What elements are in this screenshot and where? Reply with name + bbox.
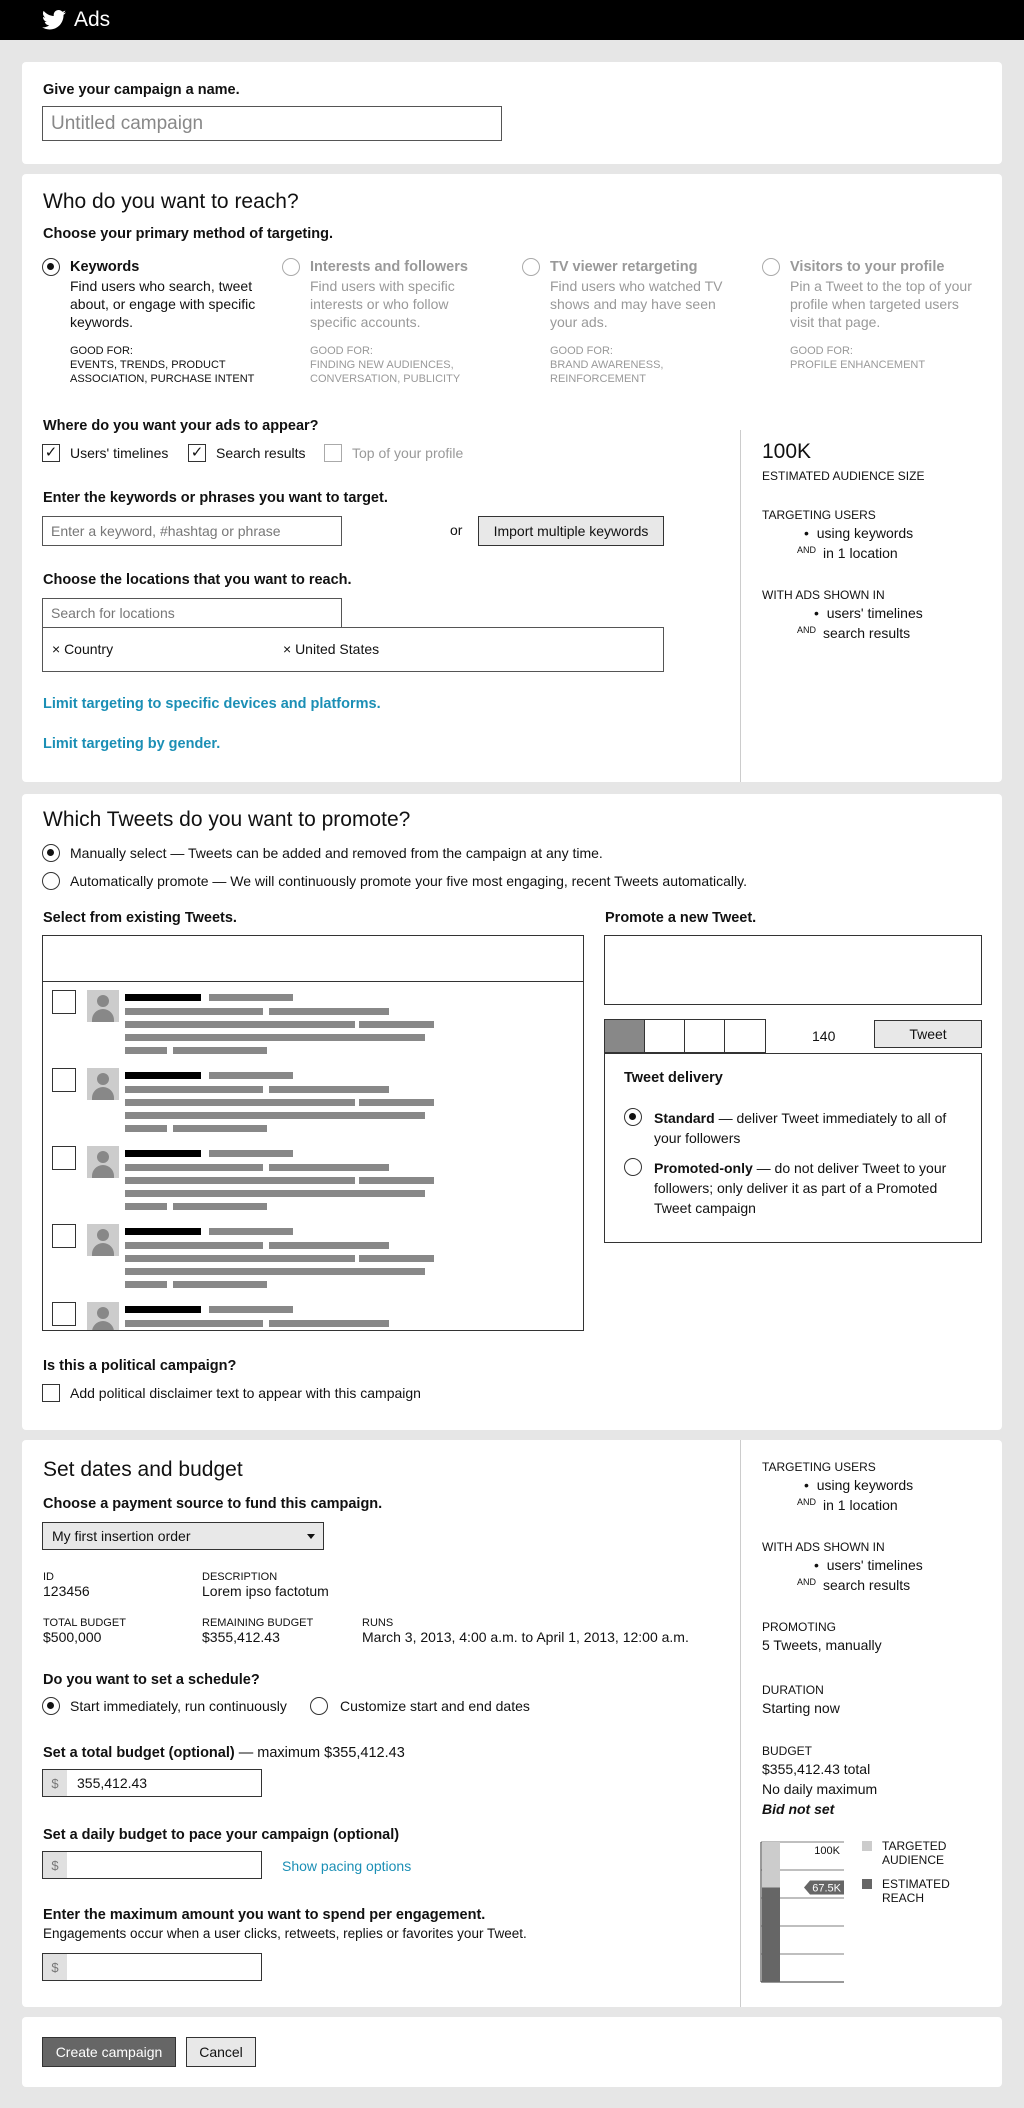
method-interests-goodfor: FINDING NEW AUDIENCES, CONVERSATION, PUBLICITY (310, 359, 461, 385)
keywords-label: Enter the keywords or phrases you want to target. (43, 490, 388, 506)
tweet-text-placeholder (125, 1086, 263, 1093)
tweet-text-placeholder (209, 1150, 293, 1157)
tweet-text-placeholder (125, 1177, 355, 1184)
location-tag-united-states[interactable]: × United States (283, 641, 380, 657)
create-campaign-button[interactable]: Create campaign (42, 2037, 176, 2067)
duration-label: DURATION (762, 1683, 824, 1697)
dropdown-caret-icon (307, 1534, 315, 1539)
reach-chart (760, 1840, 846, 1984)
tweet-button[interactable]: Tweet (874, 1020, 982, 1048)
footer-card (22, 2017, 1002, 2087)
currency-prefix: $ (43, 1770, 67, 1796)
tweet-text-placeholder (359, 1255, 434, 1262)
budget-heading: Set dates and budget (43, 1458, 243, 1481)
remaining-budget-label: REMAINING BUDGET (202, 1617, 314, 1629)
tweets-card (22, 794, 1002, 1430)
placement-profile-checkbox[interactable] (324, 444, 342, 462)
avatar (87, 990, 119, 1022)
tweet-text-placeholder (269, 1164, 389, 1171)
method-interests-radio[interactable] (282, 258, 300, 276)
tweet-text-placeholder (269, 1242, 389, 1249)
tweet-text-placeholder (125, 1008, 263, 1015)
media-slot[interactable] (685, 1020, 725, 1052)
remaining-budget-value: $355,412.43 (202, 1629, 280, 1645)
auto-promote-radio[interactable] (42, 872, 60, 890)
tweet-select-checkbox[interactable] (52, 1146, 76, 1170)
summary-divider (740, 430, 741, 782)
tweet-text-placeholder (269, 1320, 389, 1327)
political-checkbox[interactable] (42, 1384, 60, 1402)
method-profile-title: Visitors to your profile (790, 259, 945, 275)
cancel-button[interactable]: Cancel (186, 2037, 256, 2067)
total-budget-value-field: 355,412.43 (77, 1775, 148, 1791)
media-slot-active[interactable] (605, 1020, 645, 1052)
method-keywords-goodfor-label: GOOD FOR: (70, 345, 133, 357)
total-budget-input[interactable] (42, 1769, 262, 1797)
method-interests-desc: Find users with specific interests or who follow specific accounts. (310, 278, 455, 330)
daily-budget-label: Set a daily budget to pace your campaign (optional) (43, 1827, 400, 1843)
new-tweet-label: Promote a new Tweet. (605, 910, 757, 926)
tweet-text-placeholder (125, 1034, 425, 1041)
media-slot[interactable] (645, 1020, 685, 1052)
ads-shown-label: WITH ADS SHOWN IN (762, 588, 885, 602)
delivery-standard-text: Standard — deliver Tweet immediately to all of your followers (654, 1110, 947, 1146)
max-engagement-desc: Engagements occur when a user clicks, retweets, replies or favorites your Tweet. (43, 1926, 527, 1941)
location-tags-box (42, 627, 664, 672)
tweet-text-placeholder (209, 1072, 293, 1079)
delivery-label: Tweet delivery (624, 1070, 723, 1086)
legend-targeted-label: TARGETED AUDIENCE (882, 1839, 947, 1867)
tweet-text-placeholder (125, 1190, 425, 1197)
tweet-text-placeholder (173, 1125, 267, 1132)
method-profile-goodfor-label: GOOD FOR: (790, 345, 853, 357)
placement-timelines-checkbox[interactable]: ✓ (42, 444, 60, 462)
existing-tweets-label: Select from existing Tweets. (43, 910, 237, 926)
summary-divider (740, 1440, 741, 2007)
tweet-text-placeholder (173, 1047, 267, 1054)
method-tv-desc: Find users who watched TV shows and may have seen your ads. (550, 278, 723, 330)
budget-card (22, 1440, 1002, 2007)
tweet-text-placeholder (209, 1306, 293, 1313)
avatar (87, 1068, 119, 1100)
targeting-users-label: TARGETING USERS (762, 508, 876, 522)
or-text: or (450, 522, 463, 538)
schedule-immediate-radio[interactable] (42, 1697, 60, 1715)
total-budget-label: TOTAL BUDGET (43, 1617, 126, 1629)
schedule-custom-radio[interactable] (310, 1697, 328, 1715)
total-budget-set-label: Set a total budget (optional) — maximum $355,412.43 (43, 1745, 405, 1761)
delivery-promoted-text: Promoted-only — do not deliver Tweet to your followers; only deliver it as part of a Promoted Tweet campaign (654, 1160, 947, 1216)
tweet-text-placeholder (125, 1268, 425, 1275)
total-budget-value: $500,000 (43, 1629, 102, 1645)
legend-swatch-targeted (862, 1841, 872, 1851)
media-toolbar (604, 1019, 766, 1053)
targeting-method-label: Choose your primary method of targeting. (43, 226, 334, 242)
tweet-text-placeholder (359, 1099, 434, 1106)
avatar (87, 1302, 119, 1331)
top-bar (0, 0, 1024, 40)
and-label: AND (797, 1497, 817, 1507)
method-interests-title: Interests and followers (310, 259, 468, 275)
tweet-select-checkbox[interactable] (52, 1224, 76, 1248)
tweet-text-placeholder (269, 1086, 389, 1093)
targeting-item-keywords: • using keywords (804, 525, 914, 541)
audience-size-label: ESTIMATED AUDIENCE SIZE (762, 469, 925, 483)
and-label: AND (797, 1577, 817, 1587)
ads-shown-search: search results (823, 1577, 911, 1593)
placement-search-checkbox[interactable]: ✓ (188, 444, 206, 462)
tweet-text-placeholder (125, 1242, 263, 1249)
method-tv-radio[interactable] (522, 258, 540, 276)
avatar (87, 1146, 119, 1178)
reach-heading: Who do you want to reach? (43, 190, 299, 213)
method-keywords-title: Keywords (70, 259, 140, 275)
description-value: Lorem ipso factotum (202, 1583, 329, 1599)
tweet-text-placeholder (359, 1021, 434, 1028)
delivery-promoted-radio[interactable] (624, 1158, 642, 1176)
payment-select[interactable]: My first insertion order (42, 1522, 324, 1550)
audience-size-value: 100K (762, 440, 812, 463)
manual-select-label: Manually select — Tweets can be added and removed from the campaign at any time. (70, 845, 603, 861)
legend-reach-label: ESTIMATED REACH (882, 1877, 950, 1905)
tweet-text-placeholder (125, 1099, 355, 1106)
twitter-bird-icon (42, 10, 66, 30)
tweet-text-placeholder (125, 1021, 355, 1028)
method-keywords-desc: Find users who search, tweet about, or engage with specific keywords. (70, 278, 256, 330)
location-tag-country[interactable]: × Country (52, 641, 114, 657)
tweet-text-placeholder (125, 1281, 167, 1288)
tweet-select-checkbox[interactable] (52, 1302, 76, 1326)
auto-promote-label: Automatically promote — We will continuously promote your five most engaging, recent Tweets automatically. (70, 873, 747, 889)
estimated-reach-label: 67.5K (812, 1882, 841, 1895)
import-keywords-button[interactable]: Import multiple keywords (478, 516, 664, 546)
delivery-standard-radio[interactable] (624, 1108, 642, 1126)
ads-shown-timelines: • users' timelines (814, 605, 923, 621)
locations-label: Choose the locations that you want to reach. (43, 572, 352, 588)
tweet-text-placeholder (125, 1255, 355, 1262)
reach-card (22, 174, 1002, 782)
max-engagement-input[interactable] (42, 1953, 262, 1981)
tweet-text-placeholder (125, 1072, 201, 1079)
placement-profile-label: Top of your profile (352, 445, 464, 461)
existing-tweets-list (42, 935, 584, 1331)
placement-label: Where do you want your ads to appear? (43, 418, 319, 434)
tweet-text-placeholder (125, 1047, 167, 1054)
and-label: AND (797, 545, 817, 555)
tweet-text-placeholder (125, 994, 201, 1001)
limit-devices-link[interactable]: Limit targeting to specific devices and platforms. (43, 696, 381, 712)
promoting-label: PROMOTING (762, 1620, 836, 1634)
tweet-select-checkbox[interactable] (52, 990, 76, 1014)
limit-gender-link[interactable]: Limit targeting by gender. (43, 736, 221, 752)
keyword-input[interactable]: Enter a keyword, #hashtag or phrase (42, 516, 342, 546)
tweet-text-placeholder (125, 1203, 167, 1210)
avatar (87, 1224, 119, 1256)
tweet-row[interactable] (43, 1068, 583, 1138)
targeting-users-label: TARGETING USERS (762, 1460, 876, 1474)
tweet-text-placeholder (125, 1164, 263, 1171)
tweet-text-placeholder (209, 994, 293, 1001)
tweet-row[interactable] (43, 1224, 583, 1294)
budget-summary-total: $355,412.43 total (762, 1761, 871, 1777)
id-value: 123456 (43, 1583, 90, 1599)
method-profile-radio[interactable] (762, 258, 780, 276)
schedule-label: Do you want to set a schedule? (43, 1672, 260, 1688)
and-label: AND (797, 625, 817, 635)
schedule-immediate-label: Start immediately, run continuously (70, 1698, 287, 1714)
tweet-text-placeholder (125, 1150, 201, 1157)
method-tv-goodfor: BRAND AWARENESS, REINFORCEMENT (550, 359, 664, 385)
max-engagement-label: Enter the maximum amount you want to spend per engagement. (43, 1907, 486, 1923)
placement-search-label: Search results (216, 445, 306, 461)
tweets-heading: Which Tweets do you want to promote? (43, 808, 411, 831)
targeted-audience-label: 100K (814, 1845, 840, 1857)
payment-label: Choose a payment source to fund this campaign. (43, 1496, 383, 1512)
tweet-row[interactable] (43, 1146, 583, 1216)
new-tweet-textarea[interactable] (604, 935, 982, 1005)
targeting-item-location: in 1 location (823, 545, 898, 561)
campaign-name-input[interactable]: Untitled campaign (42, 106, 502, 141)
runs-value: March 3, 2013, 4:00 a.m. to April 1, 2013, 12:00 a.m. (362, 1629, 689, 1645)
bid-status: Bid not set (762, 1801, 835, 1817)
runs-label: RUNS (362, 1617, 394, 1629)
duration-value: Starting now (762, 1700, 840, 1716)
char-count: 140 (812, 1028, 836, 1044)
legend-swatch-reach (862, 1879, 872, 1889)
tweet-text-placeholder (173, 1281, 267, 1288)
promoting-value: 5 Tweets, manually (762, 1637, 882, 1653)
pacing-options-link[interactable]: Show pacing options (282, 1858, 412, 1874)
tweet-select-checkbox[interactable] (52, 1068, 76, 1092)
tweet-row[interactable] (43, 1302, 583, 1331)
tweet-text-placeholder (209, 1228, 293, 1235)
method-keywords-radio[interactable] (42, 258, 60, 276)
location-search-input[interactable]: Search for locations (42, 598, 342, 628)
id-label: ID (43, 1571, 54, 1583)
description-label: DESCRIPTION (202, 1571, 278, 1583)
tweet-text-placeholder (269, 1008, 389, 1015)
daily-budget-input[interactable] (42, 1851, 262, 1879)
political-label: Is this a political campaign? (43, 1358, 237, 1374)
method-tv-title: TV viewer retargeting (550, 259, 698, 275)
tweet-search-input[interactable] (43, 936, 583, 982)
ads-shown-search: search results (823, 625, 911, 641)
tweet-row[interactable] (43, 990, 583, 1060)
ads-shown-timelines: • users' timelines (814, 1557, 923, 1573)
method-tv-goodfor-label: GOOD FOR: (550, 345, 613, 357)
app-title: Ads (74, 8, 111, 31)
tweet-text-placeholder (359, 1177, 434, 1184)
currency-prefix: $ (43, 1954, 67, 1980)
method-profile-desc: Pin a Tweet to the top of your profile when targeted users visit that page. (790, 278, 972, 330)
tweet-delivery-box (604, 1053, 982, 1243)
campaign-name-label: Give your campaign a name. (43, 82, 240, 98)
tweet-text-placeholder (125, 1320, 263, 1327)
method-keywords-goodfor: EVENTS, TRENDS, PRODUCT ASSOCIATION, PURCHASE INTENT (70, 359, 255, 385)
budget-summary-label: BUDGET (762, 1744, 813, 1758)
media-slot[interactable] (725, 1020, 765, 1052)
tweet-text-placeholder (125, 1125, 167, 1132)
method-profile-goodfor: PROFILE ENHANCEMENT (790, 359, 926, 371)
tweet-text-placeholder (125, 1306, 201, 1313)
budget-summary-daily: No daily maximum (762, 1781, 878, 1797)
estimated-reach-bar (762, 1888, 780, 1983)
ads-shown-label: WITH ADS SHOWN IN (762, 1540, 885, 1554)
tweet-text-placeholder (125, 1228, 201, 1235)
schedule-custom-label: Customize start and end dates (340, 1698, 530, 1714)
method-interests-goodfor-label: GOOD FOR: (310, 345, 373, 357)
targeting-item-location: in 1 location (823, 1497, 898, 1513)
political-check-label: Add political disclaimer text to appear with this campaign (70, 1385, 421, 1401)
tweet-text-placeholder (173, 1203, 267, 1210)
targeting-item-keywords: • using keywords (804, 1477, 914, 1493)
campaign-name-card (22, 62, 1002, 164)
placement-timelines-label: Users' timelines (70, 445, 169, 461)
currency-prefix: $ (43, 1852, 67, 1878)
manual-select-radio[interactable] (42, 844, 60, 862)
tweet-text-placeholder (125, 1112, 425, 1119)
